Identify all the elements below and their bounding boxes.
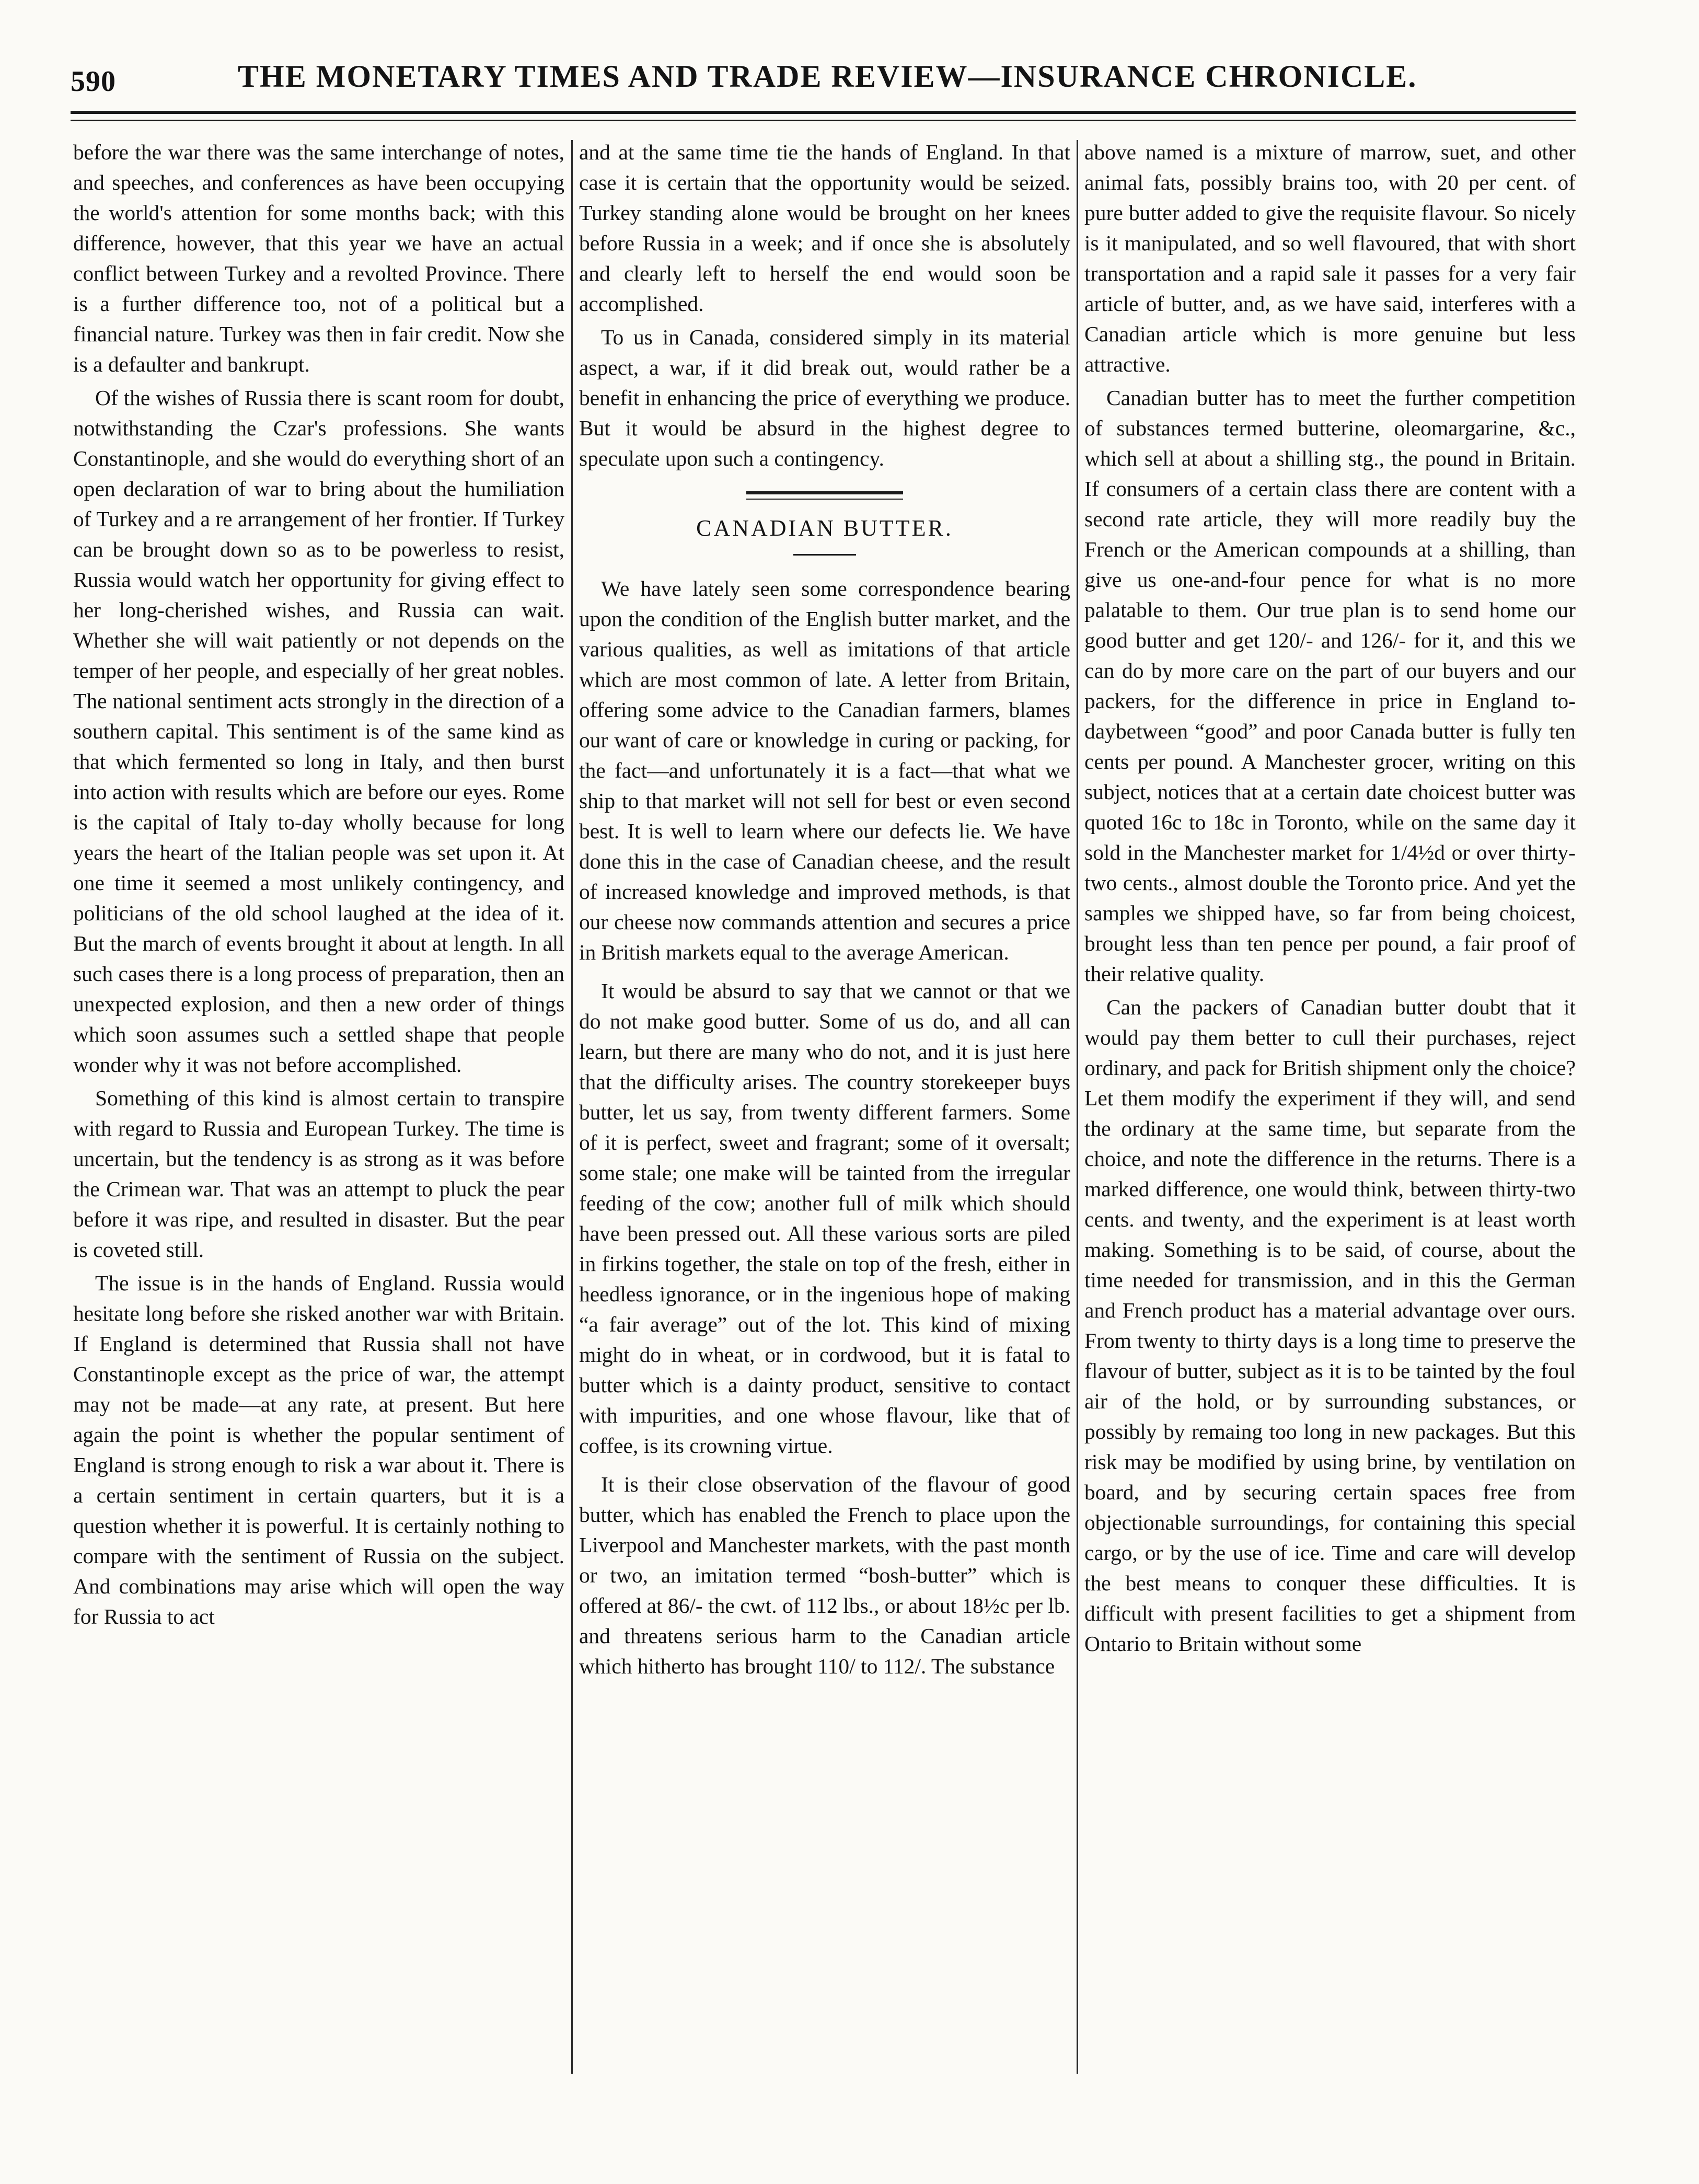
paragraph: We have lately seen some correspondence bearing upon the condition of the English butter market, and the various qualities, as well as imitations of that article which are most common of late. A letter from Britain, offering some advice to the Canadian farmers, blames our want of care or knowledge in curing or packing, for the fact—and unfortunately it is a fact—that what we ship to that market will not sell for best or even second best. It is well to learn where our defects lie. We have done this in the case of Canadian cheese, and the result of increased knowledge and improved methods, is that our cheese now commands attention and secures a price in British markets equal to the average American. [579,576,1070,964]
page-number: 590 [71,65,116,98]
paragraph: above named is a mixture of marrow, suet, and other animal fats, possibly brains too, with 20 per cent. of pure butter added to give the requisite flavour. So nicely is it manipulated, and so well flavoured, that with short transportation and a rapid sale it passes for a very fair article of butter, and, as we have said, interferes with a Canadian article which is more genuine but less attractive. [1084,140,1576,376]
column-divider [571,140,573,2074]
paragraph: It would be absurd to say that we cannot or that we do not make good butter. Some of us do, and all can learn, but there are many who do not, and it is just here that the difficulty arises. The country storekeeper buys butter, let us say, from twenty different farmers. Some of it is perfect, sweet and fragrant; some of it oversalt; some stale; one make will be tainted from the irregular feeding of the cow; another full of milk which should have been pressed out. All these various sorts are piled in firkins together, the stale on top of the fresh, either in heedless ignorance, or in the ingenious hope of making “a fair average” out of the lot. This kind of mixing might do in wheat, or in cordwood, but it is fatal to butter which is a dainty product, sensitive to contact with impurities, and one whose flavour, like that of coffee, is its crowning virtue. [579,979,1070,1458]
header-rule-thin [71,120,1576,121]
paragraph: Canadian butter has to meet the further competition of substances termed butterine, oleomargarine, &c., which sell at about a shilling stg., the pound in Britain. If consumers of a certain class there are content with a second rate article, they will more readily buy the French or the American compounds at a shilling, than give us one-and-four pence for what is no more palatable to them. Our true plan is to send home our good butter and get 120/- and 126/- for it, and this we can do by more care on the part of our buyers and our packers, for the difference in price in England to-daybetween “good” and poor Canada butter is fully ten cents per pound. A Manchester grocer, writing on this subject, notices that at a certain date choicest butter was quoted 16c to 18c in Toronto, while on the same day it sold in the Manchester market for 1/4½d or over thirty-two cents., almost double the Toronto price. And yet the samples we shipped have, so far from being choicest, brought less than ten pence per pound, a fair proof of their relative quality. [1084,386,1576,986]
heading-rule [793,554,856,556]
header-rule-thick [71,111,1576,114]
paragraph: It is their close observation of the flavour of good butter, which has enabled the French to place upon the Liverpool and Manchester markets, with the past month or two, an imitation termed “bosh-butter” which is offered at 86/- the cwt. of 112 lbs., or about 18½c per lb. and threatens serious harm to the Canadian article which hitherto has brought 110/ to 112/. The substance [579,1472,1070,1678]
paragraph: Something of this kind is almost certain to transpire with regard to Russia and European Turkey. The time is uncertain, but the tendency is as strong as it was before the Crimean war. That was an attempt to pluck the pear before it was ripe, and resulted in disaster. But the pear is coveted still. [73,1086,564,1262]
column-left [73,137,564,1635]
section-divider [746,491,903,500]
paragraph: Can the packers of Canadian butter doubt that it would pay them better to cull their purchases, reject ordinary, and pack for British shipment only the choice? Let them modify the experiment if they will, and send the ordinary at the same time, but separate from the choice, and note the difference in the returns. There is a marked difference, one would think, between thirty-two cents. and twenty, and the experiment is at least worth making. Something is to be said, of course, about the time needed for transmission, and in this the German and French product has a material advantage over ours. From twenty to thirty days is a long time to preserve the flavour of butter, subject as it is to be tainted by the foul air of the hold, or by surrounding substances, or possibly by remaing too long in new packages. But this risk may be modified by using brine, by ventilation on board, and by securing certain spaces free from objectionable surroundings, for containing this special cargo, or by the use of ice. Time and care will develop the best means to conquer these difficulties. It is difficult with present facilities to get a shipment from Ontario to Britain without some [1084,995,1576,1656]
column-divider [1077,140,1078,2074]
article-heading: CANADIAN BUTTER. [696,515,953,541]
paragraph: To us in Canada, considered simply in its material aspect, a war, if it did break out, would rather be a benefit in enhancing the price of everything we produce. But it would be absurd in the highest degree to speculate upon such a contingency. [579,325,1070,470]
running-title: THE MONETARY TIMES AND TRADE REVIEW—INSURANCE CHRONICLE. [238,59,1417,94]
paragraph: The issue is in the hands of England. Russia would hesitate long before she risked another war with Britain. If England is determined that Russia shall not have Constantinople except as the price of war, the attempt may not be made—at any rate, at present. But here again the point is whether the popular sentiment of England is strong enough to risk a war about it. There is a certain sentiment in certain quarters, but it is a question whether it is powerful. It is certainly nothing to compare with the sentiment of Russia on the subject. And combinations may arise which will open the way for Russia to act [73,1271,564,1628]
column-middle [579,137,1070,1684]
column-right [1084,137,1576,1662]
page-header [71,59,1417,106]
paragraph: Of the wishes of Russia there is scant room for doubt, notwithstanding the Czar's professions. She wants Constantinople, and she would do everything short of an open declaration of war to bring about the humiliation of Turkey and a re arrangement of her frontier. If Turkey can be brought down so as to be powerless to resist, Russia would watch her opportunity for giving effect to her long-cherished wishes, and Russia can wait. Whether she will wait patiently or not depends on the temper of her people, and especially of her great nobles. The national sentiment acts strongly in the direction of a southern capital. This sentiment is of the same kind as that which fermented so long in Italy, and then burst into action with results which are before our eyes. Rome is the capital of Italy to-day wholly because for long years the heart of the Italian people was set upon it. At one time it seemed a most unlikely contingency, and politicians of the old school laughed at the idea of it. But the march of events brought it about at length. In all such cases there is a long process of preparation, then an unexpected explosion, and then a new order of things which soon assumes such a settled shape that people wonder why it was not before accomplished. [73,386,564,1077]
paragraph: and at the same time tie the hands of England. In that case it is certain that the opportunity would be seized. Turkey standing alone would be brought on her knees before Russia in a week; and if once she is absolutely and clearly left to herself the end would soon be accomplished. [579,140,1070,316]
paragraph: before the war there was the same interchange of notes, and speeches, and conferences as have been occupying the world's attention for some months back; with this difference, however, that this year we have an actual conflict between Turkey and a revolted Province. There is a further difference too, not of a political but a financial nature. Turkey was then in fair credit. Now she is a defaulter and bankrupt. [73,140,564,376]
